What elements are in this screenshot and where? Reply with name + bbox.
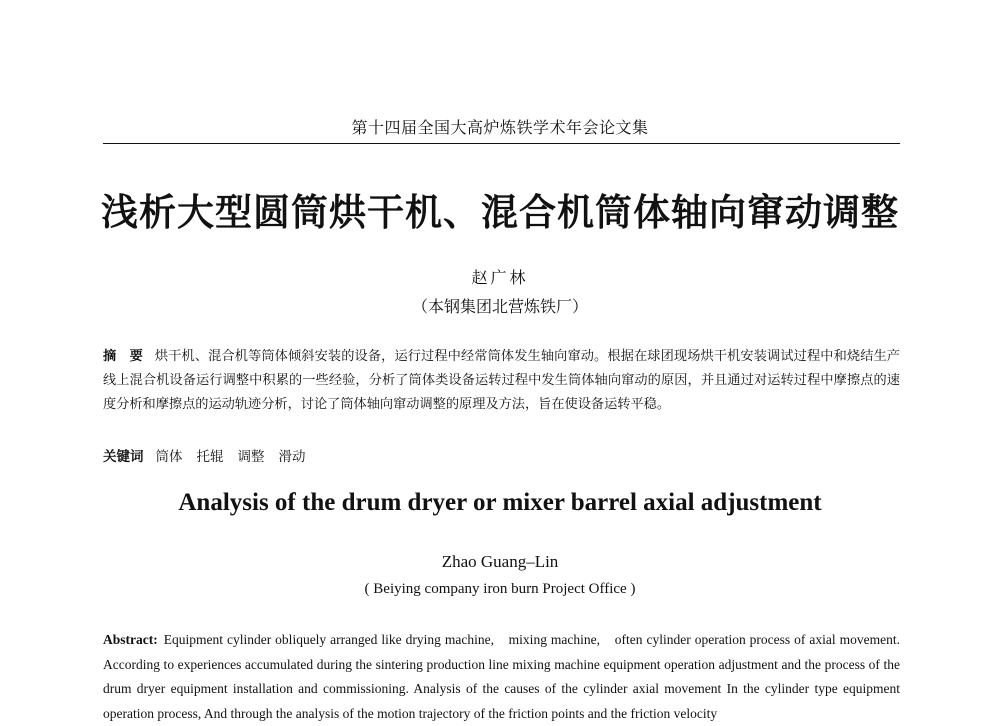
keyword: 调整 <box>237 449 265 465</box>
title-chinese: 浅析大型圆筒烘干机、混合机筒体轴向窜动调整 <box>101 191 899 234</box>
keyword: 滑动 <box>278 449 306 465</box>
keywords-chinese <box>103 445 900 465</box>
keyword: 托辊 <box>196 449 224 465</box>
title-english: Analysis of the drum dryer or mixer barrel axial adjustment <box>178 489 822 516</box>
affiliation-chinese: （本钢集团北营炼铁厂） <box>411 297 588 316</box>
abstract-english-label: Abstract: <box>103 632 158 647</box>
author-english: Zhao Guang–Lin <box>441 552 559 571</box>
abstract-chinese <box>103 345 900 417</box>
keywords-label: 关键词 <box>103 449 144 465</box>
running-header: 第十四届全国大高炉炼铁学术年会论文集 <box>351 118 649 137</box>
affiliation-english: ( Beiying company iron burn Project Office ) <box>364 581 636 597</box>
abstract-english <box>103 628 900 726</box>
abstract-english-text: Equipment cylinder obliquely arranged like drying machine, mixing machine, often cylinder operation process of axial movement. According to experiences accumulated during the sintering production line mixing machine equipment operation adjustment and the process of the drum dryer equipment installation and commissioning. Analysis of the causes of the cylinder axial movement In the cylinder type equipment operation process, And through the analysis of the motion trajectory of the friction points and the friction velocity <box>103 632 900 721</box>
abstract-chinese-label: 摘 要 <box>103 349 143 364</box>
abstract-chinese-text: 烘干机、混合机等筒体倾斜安装的设备，运行过程中经常筒体发生轴向窜动。根据在球团现场烘干机安装调试过程中和烧结生产线上混合机设备运行调整中积累的一些经验，分析了筒体类设备运转过程中发生筒体轴向窜动的原因，并且通过对运转过程中摩擦点的速度分析和摩擦点的运动轨迹分析，讨论了筒体轴向窜动调整的原理及方法，旨在使设备运转平稳。 <box>103 349 900 412</box>
author-chinese: 赵广林 <box>471 268 529 287</box>
keyword: 筒体 <box>155 449 183 465</box>
header-rule <box>103 143 900 144</box>
